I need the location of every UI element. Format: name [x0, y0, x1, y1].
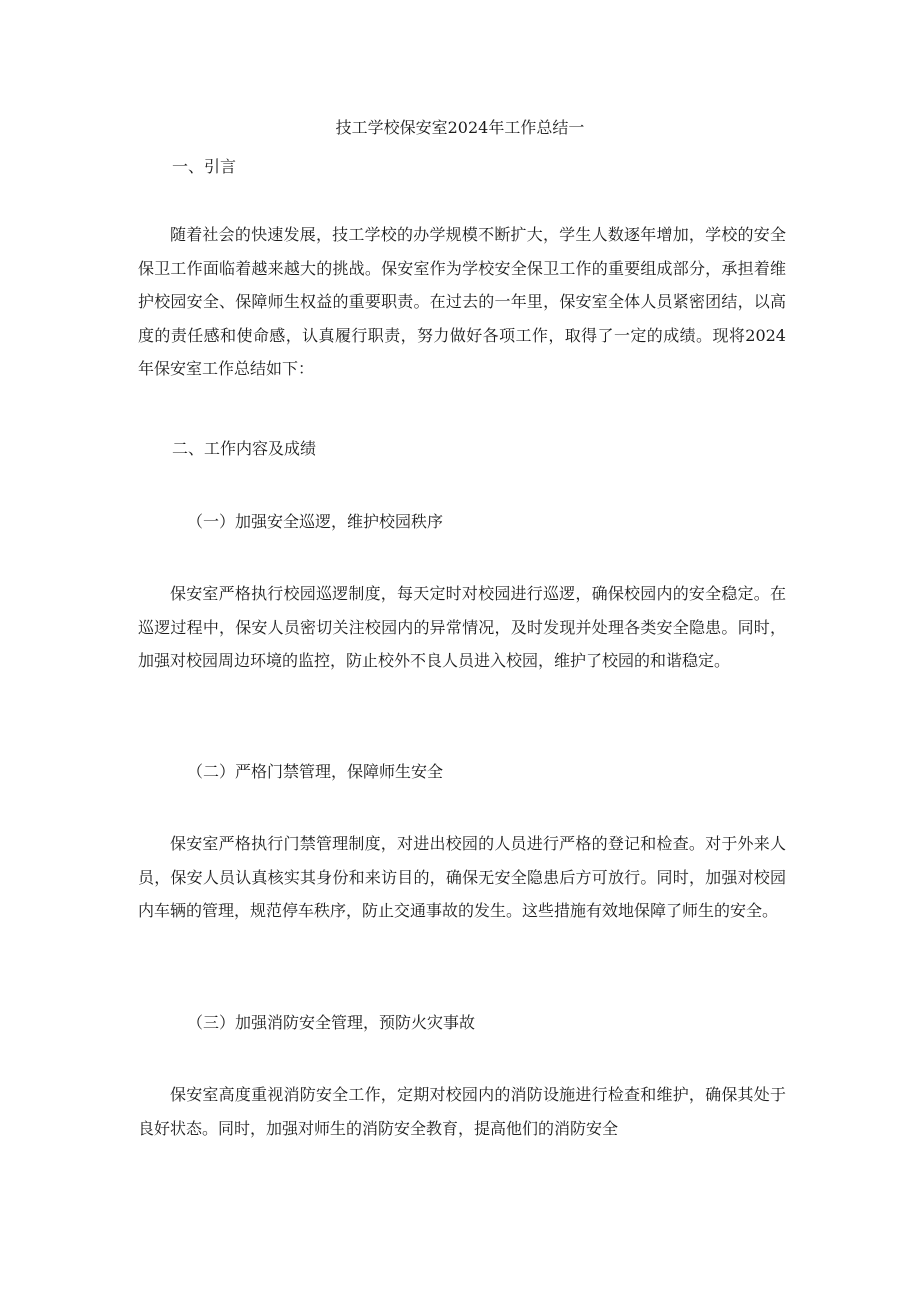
section-heading-work-content: 二、工作内容及成绩: [172, 439, 317, 458]
paragraph-patrol: 保安室严格执行校园巡逻制度，每天定时对校园进行巡逻，确保校园内的安全稳定。在巡逻过程中，保安人员密切关注校园内的异常情况，及时发现并处理各类安全隐患。同时，加强对校园周边环境的监控，防止校外不良人员进入校园，维护了校园的和谐稳定。: [138, 584, 786, 670]
document-title: 技工学校保安室2024年工作总结一: [335, 118, 585, 137]
subsection-heading-access-control: （二）严格门禁管理，保障师生安全: [187, 762, 444, 781]
paragraph-introduction: 随着社会的快速发展，技工学校的办学规模不断扩大，学生人数逐年增加，学校的安全保卫工作面临着越来越大的挑战。保安室作为学校安全保卫工作的重要组成部分，承担着维护校园安全、保障师生权益的重要职责。在过去的一年里，保安室全体人员紧密团结，以高度的责任感和使命感，认真履行职责，努力做好各项工作，取得了一定的成绩。现将2024年保安室工作总结如下：: [138, 225, 786, 378]
paragraph-fire-safety: 保安室高度重视消防安全工作，定期对校园内的消防设施进行检查和维护，确保其处于良好状态。同时，加强对师生的消防安全教育，提高他们的消防安全: [138, 1085, 786, 1138]
section-heading-introduction: 一、引言: [172, 157, 237, 176]
paragraph-access-control: 保安室严格执行门禁管理制度，对进出校园的人员进行严格的登记和检查。对于外来人员，保安人员认真核实其身份和来访目的，确保无安全隐患后方可放行。同时，加强对校园内车辆的管理，规范停车秩序，防止交通事故的发生。这些措施有效地保障了师生的安全。: [138, 834, 786, 920]
subsection-heading-patrol: （一）加强安全巡逻，维护校园秩序: [187, 512, 444, 531]
subsection-heading-fire-safety: （三）加强消防安全管理，预防火灾事故: [187, 1013, 476, 1032]
